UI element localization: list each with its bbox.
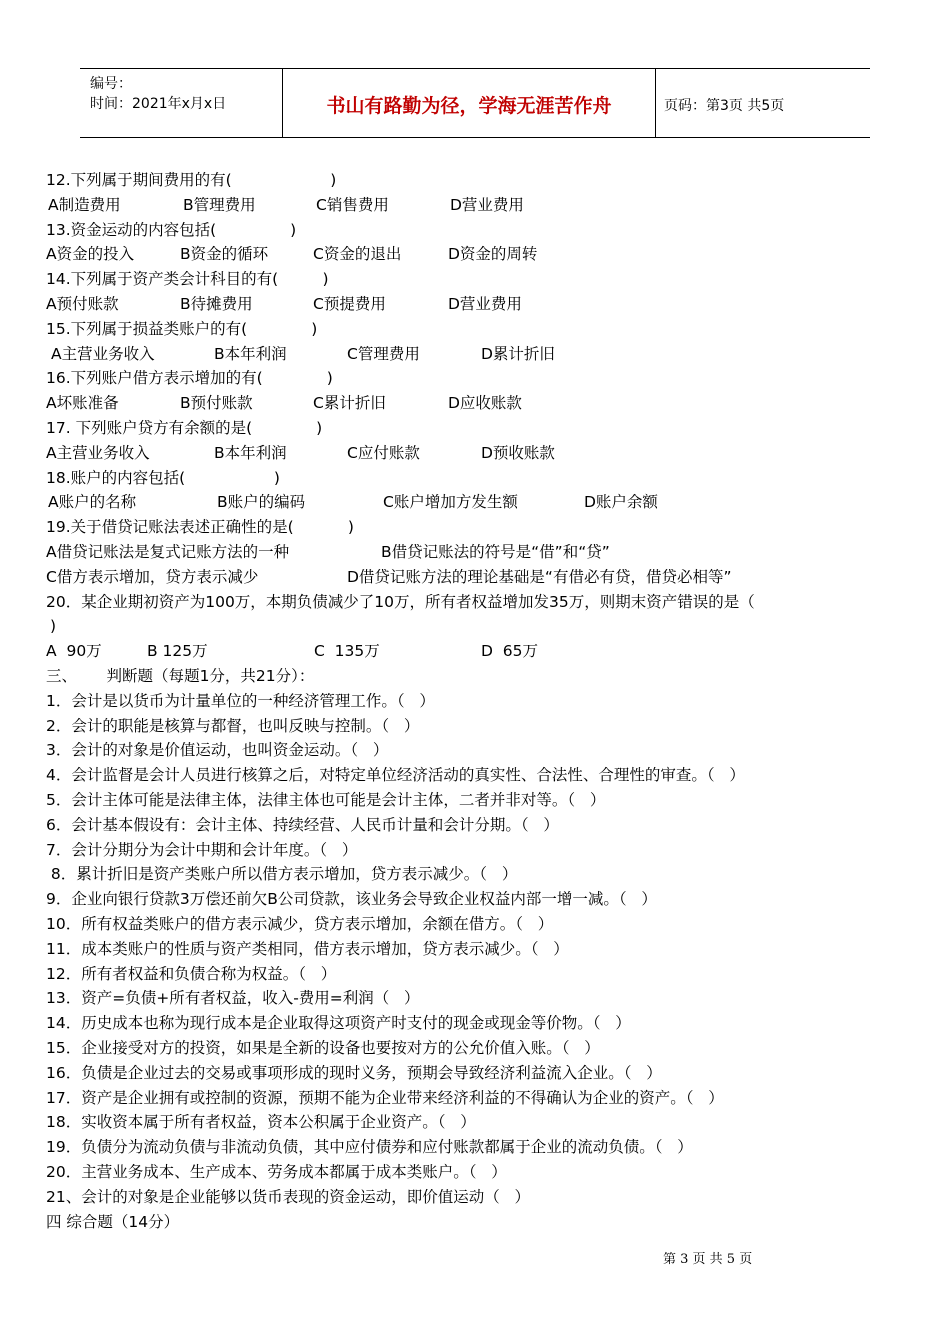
question-20-option-d: D 65万 — [481, 642, 539, 661]
question-20-option-a: A 90万 — [46, 642, 102, 661]
question-13-option-d: D资金的周转 — [448, 245, 538, 264]
section-3-title: 三、 判断题（每题1分，共21分）： — [46, 667, 315, 685]
judgment-item-12: 12．所有者权益和负债合称为权益。（ ） — [46, 964, 337, 983]
judgment-item-4: 4．会计监督是会计人员进行核算之后，对特定单位经济活动的真实性、合法性、合理性的审查。（ ） — [46, 766, 745, 785]
question-18-option-d: D账户余额 — [584, 493, 658, 512]
question-15-option-d: D累计折旧 — [481, 344, 555, 363]
judgment-item-11: 11．成本类账户的性质与资产类相同，借方表示增加，贷方表示减少。（ ） — [46, 939, 569, 958]
header-motto-cell — [283, 69, 656, 137]
question-17-stem: 17. 下列账户贷方有余额的是( ) — [46, 419, 323, 437]
judgment-item-5: 5．会计主体可能是法律主体，法律主体也可能是会计主体，二者并非对等。（ ） — [46, 791, 606, 809]
judgment-item-9: 9．企业向银行贷款3万偿还前欠B公司贷款，该业务会导致企业权益内部一增一减。（ ） — [46, 890, 657, 909]
date-label: 时间：2021年x月x日 — [90, 96, 227, 112]
question-13-stem: 13.资金运动的内容包括( ) — [46, 220, 297, 239]
judgment-item-15: 15．企业接受对方的投资，如果是全新的设备也要按对方的公允价值入账。（ ） — [46, 1039, 600, 1057]
question-15-option-a: A主营业务收入 — [51, 344, 155, 363]
judgment-item-3: 3．会计的对象是价值运动，也叫资金运动。（ ） — [46, 741, 389, 760]
question-17-option-d: D预收账款 — [481, 443, 555, 462]
judgment-item-20: 20．主营业务成本、生产成本、劳务成本都属于成本类账户。（ ） — [46, 1163, 507, 1181]
question-13-option-b: B资金的循环 — [180, 245, 269, 264]
question-18-option-b: B账户的编码 — [217, 493, 306, 512]
header-left-cell — [80, 69, 283, 137]
judgment-item-16: 16．负债是企业过去的交易或事项形成的现时义务，预期会导致经济利益流入企业。（ ） — [46, 1063, 662, 1082]
number-label: 编号： — [90, 76, 132, 92]
judgment-item-17: 17．资产是企业拥有或控制的资源，预期不能为企业带来经济利益的不得确认为企业的资产。（ ） — [46, 1088, 724, 1107]
judgment-item-19: 19．负债分为流动负债与非流动负债，其中应付债券和应付账款都属于企业的流动负债。（ ） — [46, 1138, 693, 1157]
question-19-option-b: B借贷记账法的符号是“借”和“贷” — [381, 543, 610, 561]
page-header — [80, 68, 870, 138]
question-12-option-a: A制造费用 — [48, 195, 121, 214]
question-13-option-c: C资金的退出 — [313, 245, 402, 264]
question-15-stem: 15.下列属于损益类账户的有( ) — [46, 319, 318, 338]
question-20-option-b: B 125万 — [147, 642, 208, 661]
question-12-stem: 12.下列属于期间费用的有( ) — [46, 171, 337, 189]
section-4-title: 四 综合题（14分） — [46, 1212, 180, 1231]
question-16-option-c: C累计折旧 — [313, 394, 386, 413]
question-20-stem-cont: ) — [50, 617, 57, 636]
question-16-option-d: D应收账款 — [448, 394, 522, 413]
question-16-option-b: B预付账款 — [180, 394, 253, 413]
question-16-option-a: A坏账准备 — [46, 394, 119, 413]
question-12-option-b: B管理费用 — [183, 195, 256, 214]
question-17-option-c: C应付账款 — [347, 443, 420, 462]
question-17-option-b: B本年利润 — [214, 443, 287, 462]
judgment-item-6: 6．会计基本假设有：会计主体、持续经营、人民币计量和会计分期。（ ） — [46, 815, 559, 834]
question-17-option-a: A主营业务收入 — [46, 443, 150, 462]
question-15-option-b: B本年利润 — [214, 344, 287, 363]
judgment-item-8: 8．累计折旧是资产类账户所以借方表示增加，贷方表示减少。（ ） — [46, 865, 518, 884]
question-12-option-d: D营业费用 — [450, 195, 524, 214]
question-19-option-d: D借贷记账方法的理论基础是“有借必有贷，借贷必相等” — [347, 567, 732, 586]
header-page-cell — [656, 69, 870, 137]
question-14-stem: 14.下列属于资产类会计科目的有( ) — [46, 270, 329, 289]
question-13-option-a: A资金的投入 — [46, 245, 135, 264]
question-20-option-c: C 135万 — [314, 642, 380, 661]
question-12-option-c: C销售费用 — [316, 195, 389, 214]
question-16-stem: 16.下列账户借方表示增加的有( ) — [46, 369, 333, 388]
judgment-item-21: 21、会计的对象是企业能够以货币表现的资金运动，即价值运动（ ） — [46, 1187, 531, 1206]
question-15-option-c: C管理费用 — [347, 344, 420, 363]
judgment-item-10: 10．所有权益类账户的借方表示减少，贷方表示增加，余额在借方。（ ） — [46, 915, 554, 933]
question-18-option-a: A账户的名称 — [48, 493, 137, 512]
question-18-stem: 18.账户的内容包括( ) — [46, 468, 280, 487]
judgment-item-14: 14．历史成本也称为现行成本是企业取得这项资产时支付的现金或现金等价物。（ ） — [46, 1014, 631, 1033]
judgment-item-13: 13．资产=负债+所有者权益，收入-费用=利润（ ） — [46, 989, 420, 1008]
question-14-option-d: D营业费用 — [448, 295, 522, 313]
question-20-stem: 20．某企业期初资产为100万，本期负债减少了10万，所有者权益增加发35万，则期末资产错误的是（ — [46, 592, 755, 611]
page-footer: 第 3 页 共 5 页 — [663, 1252, 753, 1267]
judgment-item-2: 2．会计的职能是核算与都督，也叫反映与控制。（ ） — [46, 716, 420, 735]
judgment-item-18: 18．实收资本属于所有者权益，资本公积属于企业资产。（ ） — [46, 1113, 476, 1132]
question-14-option-b: B待摊费用 — [180, 295, 253, 313]
question-19-stem: 19.关于借贷记账法表述正确性的是( ) — [46, 518, 354, 537]
judgment-item-7: 7．会计分期分为会计中期和会计年度。（ ） — [46, 840, 358, 859]
judgment-item-1: 1．会计是以货币为计量单位的一种经济管理工作。（ ） — [46, 691, 435, 710]
question-14-option-a: A预付账款 — [46, 295, 119, 313]
motto: 书山有路勤为径，学海无涯苦作舟 — [326, 95, 612, 117]
page-info: 页码：第3页 共5页 — [664, 98, 785, 114]
question-19-option-a: A借贷记账法是复式记账方法的一种 — [46, 543, 290, 561]
question-18-option-c: C账户增加方发生额 — [383, 493, 518, 512]
question-19-option-c: C借方表示增加，贷方表示减少 — [46, 567, 259, 586]
question-14-option-c: C预提费用 — [313, 295, 386, 313]
